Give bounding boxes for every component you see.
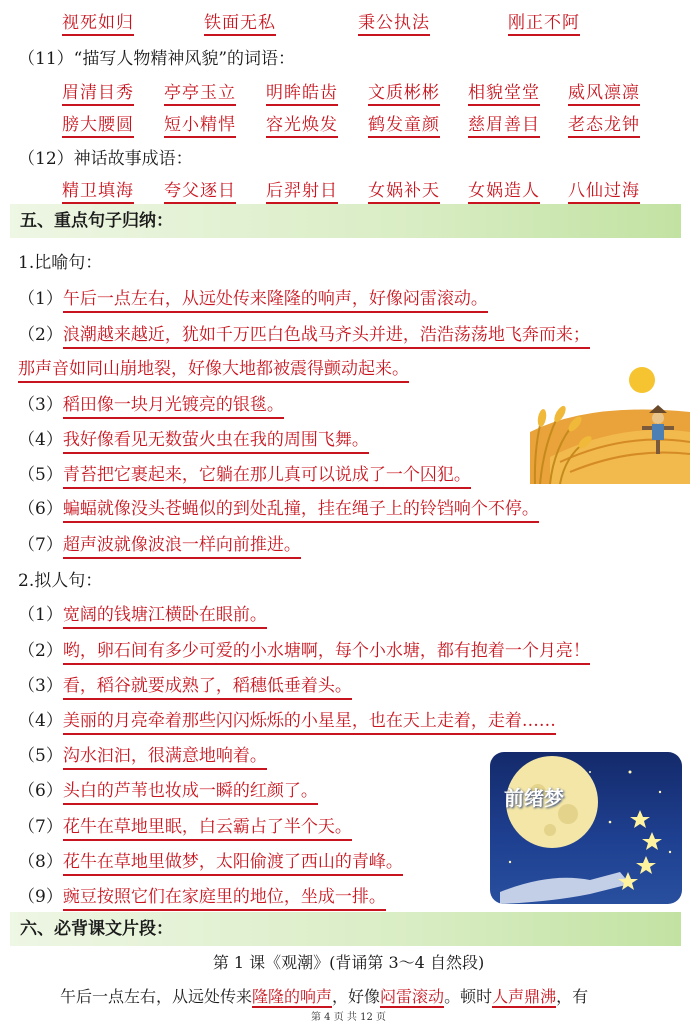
- sentence-text: 我好像看见无数萤火虫在我的周围飞舞。: [63, 430, 369, 454]
- personification-sentence: [18, 812, 352, 837]
- sentence-number: （4）: [18, 711, 63, 731]
- word: 夸父逐日: [164, 176, 236, 204]
- personification-sentence: [18, 776, 318, 801]
- sentence-text: 花牛在草地里眠，白云霸占了半个天。: [63, 817, 352, 841]
- sentence-text: 午后一点左右，从远处传来隆隆的响声，好像闷雷滚动。: [63, 289, 488, 313]
- word: 明眸皓齿: [266, 78, 338, 106]
- personification-sentence: [18, 671, 352, 696]
- simile-sentence: [18, 494, 539, 519]
- section-5-heading: 五、重点句子归纳：: [10, 204, 681, 238]
- sentence-text: 美丽的月亮牵着那些闪闪烁烁的小星星，也在天上走着，走着……: [63, 711, 556, 735]
- sentence-text: 浪潮越来越近，犹如千万匹白色战马齐头并进，浩浩荡荡地飞奔而来；: [63, 325, 590, 349]
- word: 秉公执法: [358, 8, 430, 36]
- word: 女娲造人: [468, 176, 540, 204]
- personification-sentence: [18, 847, 403, 872]
- word: 容光焕发: [266, 110, 338, 138]
- simile-sentence: [18, 390, 284, 415]
- sentence-number: （4）: [18, 430, 63, 450]
- paragraph-text: 。顿时: [444, 987, 493, 1006]
- paragraph-highlight: 隆隆的响声: [252, 987, 333, 1006]
- sentence-number: （5）: [18, 746, 63, 766]
- sentence-text: 看，稻谷就要成熟了，稻穗低垂着头。: [63, 676, 352, 700]
- sentence-number: （1）: [18, 289, 63, 309]
- word: 鹤发童颜: [368, 110, 440, 138]
- word: 膀大腰圆: [62, 110, 134, 138]
- moon-image-text: 前绪梦: [504, 786, 564, 810]
- word: 精卫填海: [62, 176, 134, 204]
- paragraph-highlight: 闷雷滚动: [380, 987, 445, 1006]
- word: 文质彬彬: [368, 78, 440, 106]
- sentence-number: （7）: [18, 535, 63, 555]
- personification-sentence: [18, 636, 590, 661]
- sentence-text: 稻田像一块月光镀亮的银毯。: [63, 395, 284, 419]
- lesson-paragraph: [60, 984, 588, 1007]
- item-11-heading: [18, 44, 295, 69]
- sentence-number: （2）: [18, 325, 63, 345]
- word: 铁面无私: [204, 8, 276, 36]
- simile-sentence: [18, 284, 488, 309]
- sentence-number: （6）: [18, 499, 63, 519]
- paragraph-highlight: 人声鼎沸: [492, 987, 557, 1006]
- simile-sentence: [18, 460, 471, 485]
- word: 视死如归: [62, 8, 134, 36]
- word: 眉清目秀: [62, 78, 134, 106]
- sentence-text: 头白的芦苇也妆成一瞬的红颜了。: [63, 781, 318, 805]
- paragraph-text: ，好像: [332, 987, 381, 1006]
- simile-sentence: [18, 530, 301, 555]
- simile-heading: 1.比喻句：: [18, 253, 103, 273]
- word: 刚正不阿: [508, 8, 580, 36]
- word: 相貌堂堂: [468, 78, 540, 106]
- word: 女娲补天: [368, 176, 440, 204]
- word: 慈眉善目: [468, 110, 540, 138]
- sentence-number: （2）: [18, 641, 63, 661]
- sentence-text: 花牛在草地里做梦，太阳偷渡了西山的青峰。: [63, 852, 403, 876]
- simile-sentence: [18, 320, 590, 345]
- sentence-number: （7）: [18, 817, 63, 837]
- paragraph-text: 午后一点左右，从远处传来: [60, 987, 253, 1006]
- sentence-text: 青苔把它裹起来，它躺在那儿真可以说成了一个囚犯。: [63, 465, 471, 489]
- sentence-text: 那声音如同山崩地裂，好像大地都被震得颤动起来。: [18, 359, 409, 383]
- section-6-heading: 六、必背课文片段：: [10, 912, 681, 946]
- simile-sentence: [18, 425, 369, 450]
- word: 短小精悍: [164, 110, 236, 138]
- item-label: “描写人物精神风貌”的词语：: [73, 49, 296, 69]
- personification-sentence: [18, 741, 267, 766]
- lesson-title: 第 1 课《观潮》(背诵第 3～4 自然段): [212, 953, 485, 972]
- sentence-number: （3）: [18, 676, 63, 696]
- personification-sentence: [18, 600, 267, 625]
- sentence-text: 豌豆按照它们在家庭里的地位，坐成一排。: [63, 887, 386, 911]
- word: 威风凛凛: [568, 78, 640, 106]
- moon-illustration: [490, 752, 682, 904]
- word: 老态龙钟: [568, 110, 640, 138]
- sentence-text: 沟水汩汩，很满意地响着。: [63, 746, 267, 770]
- paragraph-text: ，有: [556, 987, 589, 1006]
- sentence-text: 蝙蝠就像没头苍蝇似的到处乱撞，挂在绳子上的铃铛响个不停。: [63, 499, 539, 523]
- sentence-number: （5）: [18, 465, 63, 485]
- word: 亭亭玉立: [164, 78, 236, 106]
- rice-field-illustration: [530, 362, 690, 484]
- sentence-number: （8）: [18, 852, 63, 872]
- item-label: 神话故事成语：: [73, 149, 193, 169]
- sentence-text: 宽阔的钱塘江横卧在眼前。: [63, 605, 267, 629]
- sentence-number: （1）: [18, 605, 63, 625]
- item-number: （12）: [18, 149, 74, 169]
- sentence-number: （9）: [18, 887, 63, 907]
- sentence-number: （6）: [18, 781, 63, 801]
- word: 后羿射日: [266, 176, 338, 204]
- personification-sentence: [18, 706, 556, 731]
- item-12-heading: [18, 144, 193, 169]
- sentence-number: （3）: [18, 395, 63, 415]
- personification-heading: 2.拟人句：: [18, 571, 103, 591]
- sentence-text: 哟，卵石间有多少可爱的小水塘啊，每个小水塘，都有抱着一个月亮！: [63, 641, 590, 665]
- sentence-text: 超声波就像波浪一样向前推进。: [63, 535, 301, 559]
- simile-sentence-cont: [18, 354, 409, 379]
- word: 八仙过海: [568, 176, 640, 204]
- item-number: （11）: [18, 49, 74, 69]
- page-footer: 第 4 页 共 12 页: [311, 1012, 386, 1023]
- personification-sentence: [18, 882, 386, 907]
